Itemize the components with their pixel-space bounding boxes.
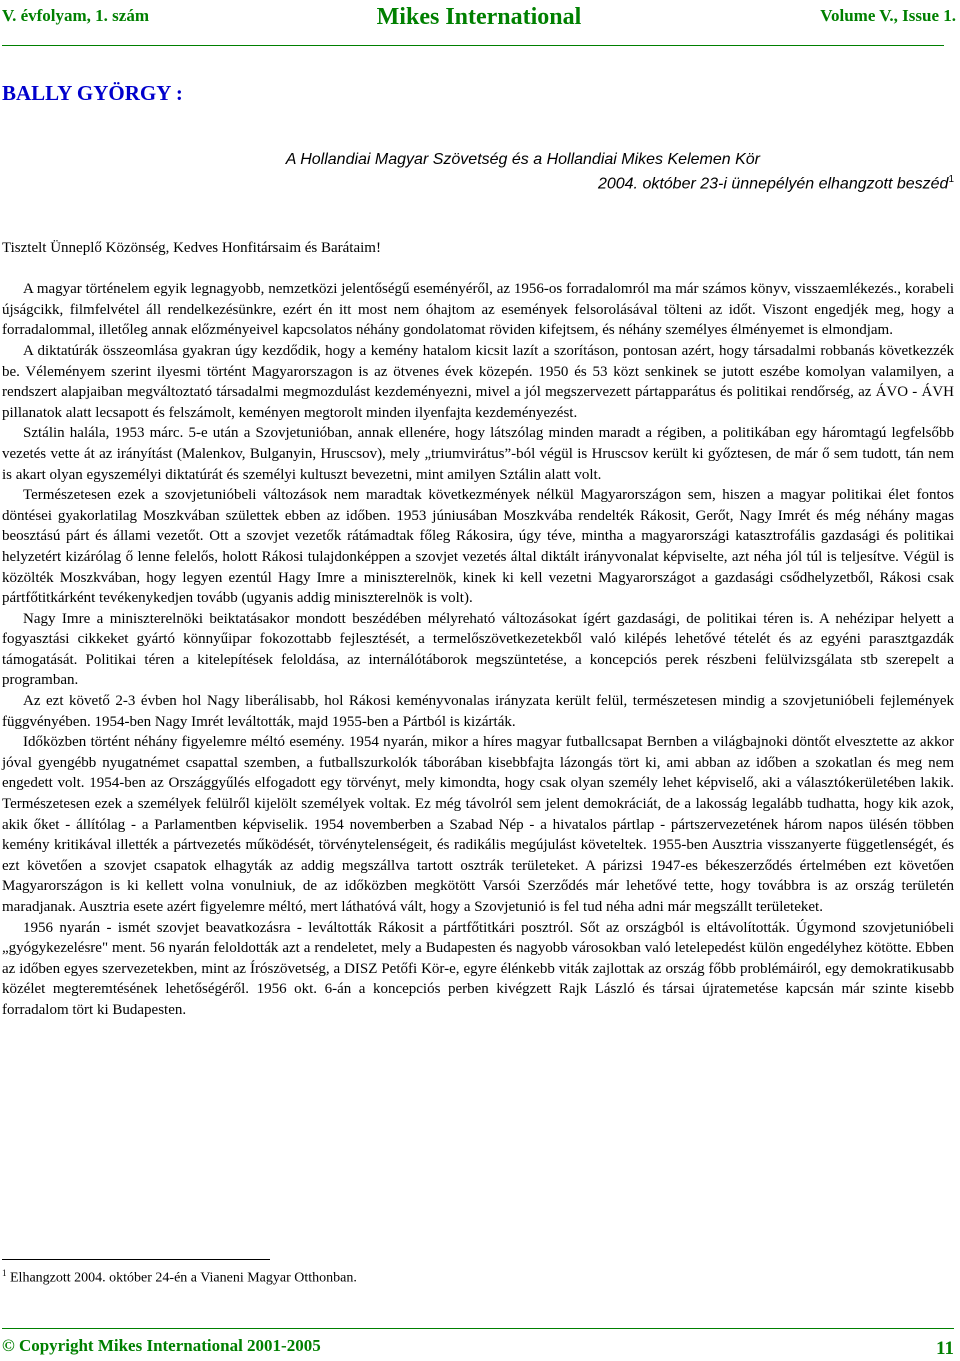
subtitle-line-2: [598, 174, 954, 193]
paragraph: Az ezt követő 2-3 évben hol Nagy liberálisabb, hol Rákosi keményvonalas irányzata került felül, természetesen mindig a szovjetunióbeli fejlemények függvényében. 1954-ben Nagy Imrét leváltották, majd 1955-ben a Pártból is kizárták.: [2, 693, 954, 730]
page-header: [2, 4, 956, 34]
header-journal-title: Mikes International: [376, 4, 582, 30]
author-name: BALLY GYÖRGY :: [2, 81, 183, 105]
footnote-mark: 1: [2, 1268, 7, 1278]
subtitle-line-1: A Hollandiai Magyar Szövetség és a Hollandiai Mikes Kelemen Kör: [285, 151, 760, 168]
greeting: Tisztelt Ünneplő Közönség, Kedves Honfitársaim és Barátaim!: [2, 240, 381, 256]
footnote-divider: [2, 1259, 270, 1260]
footnote-reference: 1: [948, 174, 954, 185]
header-issue-en: Volume V., Issue 1.: [820, 6, 956, 25]
footer-divider: [2, 1328, 954, 1329]
footer-copyright: © Copyright Mikes International 2001-2005: [2, 1336, 321, 1355]
paragraph: 1956 nyarán - ismét szovjet beavatkozásra - leváltották Rákosit a pártfőtitkári posztról. Sőt az országból is eltávolították. Úgymond szovjetunióbeli „gyógykezelésre" ment. 56 nyarán feloldották azt a rendeletet, mely a Budapesten és nagyobb városokban való letelepedést külön engedélyhez kötötte. Ebben az időben egyes szervezetekben, mint az Írószövetség, a DISZ Petőfi Kör-e, egyre élénkebb viták zajlottak az ország főbb problémáiról, egy demokratikusabb közélet megteremtésének lehetőségéről. 1956 okt. 6-án a koncepciós perben kivégzett Rajk László és társai újratemetése kapcsán már szinte kisebb forradalom tört ki Budapesten.: [2, 919, 954, 1018]
page-number: 11: [936, 1338, 954, 1359]
footnote: [2, 1268, 357, 1287]
subtitle-line-2-text: 2004. október 23-i ünnepélyén elhangzott beszéd: [597, 175, 949, 193]
paragraph: Sztálin halála, 1953 márc. 5-e után a Szovjetunióban, annak ellenére, hogy látszólag minden maradt a régiben, a politikában egy háromtagú legfelsőbb vezetés vette át az irányítást (Malenkov, Bulganyin, Hruscsov), mely „triumvirátus”-ból végül is Hruscsov került ki győztesen, de már ő sem tudott, tán nem is akart olyan egyszemélyi diktatúrát és személyi kultuszt bevezetni, mint amilyen Sztálin alatt volt.: [2, 425, 954, 483]
paragraph: A magyar történelem egyik legnagyobb, nemzetközi jelentőségű eseményéről, az 1956-os forradalomról ma már számos könyv, visszaemlékezés., korabeli újságcikk, filmfelvétel áll rendelkezésünkre, ezért én itt most nem óhajtom az események felsorolásával tölteni az időt. Viszont engedjék meg, hogy a forradalommal, illetőleg annak előzményeivel kapcsolatos néhány gondolatomat röviden kifejtsem, és néhány személyes élményemet is elmondjam.: [2, 281, 954, 339]
article-body: [2, 238, 954, 1021]
paragraph: Nagy Imre a miniszterelnöki beiktatásakor mondott beszédében mélyreható változásokat ígért gazdasági, de politikai téren is. A nehézipar helyett a fogyasztási cikkeket gyártó könnyűipar fokozottabb fejlesztését, a termelőszövetkezetekből való kilépés lehetővé tételét és az egyéni parasztgazdák támogatását. Politikai téren a kitelepítések feloldása, az internálótáborok megszüntetése, a koncepciós perek részbeni felülvizsgálata stb szerepelt a programban.: [2, 610, 954, 689]
header-divider: [2, 45, 944, 46]
paragraph: Időközben történt néhány figyelemre méltó esemény. 1954 nyarán, mikor a híres magyar futballcsapat Bernben a világbajnoki döntőt elvesztette az akkor jóval gyengébb nyugatnémet csapattal szemben, a futballszurkolók táborában kisebbfajta lázongás tört ki, ami abban az időben a szokatlan és meg nem engedett volt. 1954-ben az Országgyűlés elfogadott egy törvényt, mely kimondta, hogy csak olyan személy lehet képviselő, aki a választókerületében lakik. Természetesen ezek a személyek felülről kijelölt személyek voltak. Ez még távolról sem jelent demokráciát, de a lakosság legalább tudhatta, hogy kik azok, akik őket - állítólag - a Parlamentben képviselik. 1954 novemberben a Szabad Nép - a hivatalos pártlap - pártszervezetének három napos ülésén többen kemény kritikával illették a pártvezetés működését, törvénytelenségeit, és radikális megújulást követeltek. 1955-ben Ausztria visszanyerte függetlenségét, és ezt követően a szovjet csapatok elhagyták az addig megszállva tartott osztrák területeket. A párizsi 1947-es békeszerződés értelmében ezt követően Magyarországon is ki kellett volna vonulniuk, de az időközben megkötött Varsói Szerződés már lehetővé tette, hogy továbbra is az ország területén maradjanak. Ausztria esete azért figyelemre méltó, mert láthatóvá vált, hogy a Szovjetunió is fel tud néha adni már megszállt területeket.: [2, 734, 954, 915]
header-issue-hu: V. évfolyam, 1. szám: [2, 6, 149, 25]
paragraph: A diktatúrák összeomlása gyakran úgy kezdődik, hogy a kemény hatalom kicsit lazít a szorításon, pontosan azért, hogy társadalmi robbanás következzék be. Véleményem szerint ilyesmi történt Magyarorszagon is az ötvenes évek közepén. 1950 és 53 közt senkinek se jutott eszébe komolyan valamilyen, a rendszert alapjaiban megváltoztató társadalmi megmozdulást kezdeményezni, mivel a jól megszervezett pártapparátus és politikai rendőrség, az ÁVO - ÁVH pillanatok alatt lecsapott és felszámolt, keményen megtorolt minden ilyenfajta kezdeményezést.: [2, 342, 954, 421]
paragraph: Természetesen ezek a szovjetunióbeli változások nem maradtak következmények nélkül Magyarországon sem, hiszen a magyar politikai élet fontos döntései gyakorlatilag Moszkvában születtek ebben az időben. 1953 júniusában Moszkvába rendelték Rákosit, Gerőt, Nagy Imrét és még néhány magas beosztású párt és állami vezetőt. Ott a szovjet vezetők rátámadtak főleg Rákosira, úgy téve, mintha a magyarországi katasztrofális gazdasági és politikai helyzetért kizárólag ő lenne felelős, holott Rákosi tulajdonképpen a szovjet vezetés által diktált irányvonalat képviselte, azt néha jól túl is teljesítve. Végül is közölték Moszkvában, hogy legyen ezentúl Hagy Imre a miniszterelnök, kinek ki kell vezetni Magyarországot a gazdasági csődhelyzetből, Rákosi csak pártfőtitkárként tevékenykedjen tovább (ugyanis addig miniszterelnök is volt).: [2, 487, 954, 607]
footnote-text: Elhangzott 2004. október 24-én a Vianeni Magyar Otthonban.: [10, 1270, 357, 1286]
